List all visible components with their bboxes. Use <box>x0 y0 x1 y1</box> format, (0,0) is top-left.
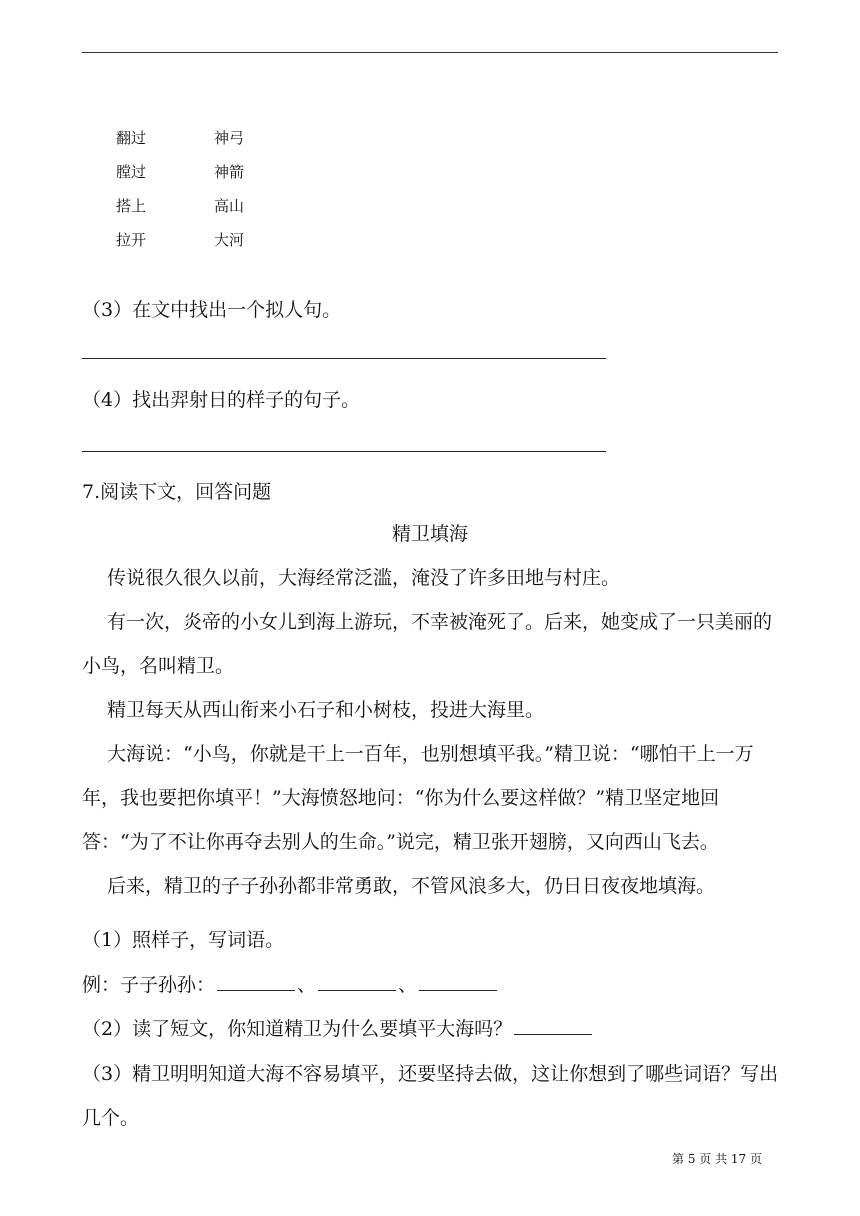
story-paragraph: 大海说：“小鸟，你就是干上一百年，也别想填平我。”精卫说：“哪怕干上一万年，我也要把你填平！”大海愤怒地问：“你为什么要这样做？”精卫坚定地回答：“为了不让你再夺去别人的生命。”说完，精卫张开翅膀，又向西山飞去。 <box>82 743 754 853</box>
word-right: 神弓 <box>214 129 245 147</box>
answer-line-3[interactable] <box>82 358 606 359</box>
word-pair <box>116 196 244 230</box>
answer-blank[interactable] <box>419 972 497 991</box>
example-line <box>82 972 499 997</box>
word-left: 搭上 <box>116 197 147 215</box>
answer-blank[interactable] <box>217 972 295 991</box>
story-paragraph: 传说很久很久以前，大海经常泛滥，淹没了许多田地与村庄。 <box>107 567 621 589</box>
answer-line-4[interactable] <box>82 451 606 452</box>
sub-question-3: （3）精卫明明知道大海不容易填平，还要坚持去做，这让你想到了哪些词语？写出几个。 <box>82 1063 779 1129</box>
word-matching-list <box>116 128 244 264</box>
word-right: 大河 <box>214 231 245 249</box>
story-paragraph: 有一次，炎帝的小女儿到海上游玩，不幸被淹死了。后来，她变成了一只美丽的小鸟，名叫精卫。 <box>82 611 773 677</box>
sub-question-2-line <box>82 1016 594 1041</box>
page-number: 第 5 页 共 17 页 <box>672 1152 762 1166</box>
question-4: （4）找出羿射日的样子的句子。 <box>82 389 361 411</box>
word-right: 高山 <box>214 197 245 215</box>
sub-question-1: （1）照样子，写词语。 <box>82 929 285 951</box>
word-pair <box>116 162 244 196</box>
word-left: 翻过 <box>116 129 147 147</box>
example-label: 例：子子孙孙： <box>82 974 216 996</box>
header-rule <box>82 52 778 53</box>
word-pair <box>116 128 244 162</box>
word-left: 拉开 <box>116 231 147 249</box>
word-pair <box>116 230 244 264</box>
separator: 、 <box>398 974 418 996</box>
story-paragraph: 精卫每天从西山衔来小石子和小树枝，投进大海里。 <box>107 699 545 721</box>
answer-blank[interactable] <box>514 1016 592 1035</box>
separator: 、 <box>297 974 317 996</box>
story-title: 精卫填海 <box>391 523 468 545</box>
answer-blank[interactable] <box>318 972 396 991</box>
story-paragraph: 后来，精卫的子子孙孙都非常勇敢，不管风浪多大，仍日日夜夜地填海。 <box>107 875 716 897</box>
section-heading: 7.阅读下文，回答问题 <box>82 481 272 503</box>
word-left: 膛过 <box>116 163 147 181</box>
question-3: （3）在文中找出一个拟人句。 <box>82 299 342 321</box>
word-right: 神箭 <box>214 163 245 181</box>
sub-question-2: （2）读了短文，你知道精卫为什么要填平大海吗？ <box>82 1018 513 1040</box>
